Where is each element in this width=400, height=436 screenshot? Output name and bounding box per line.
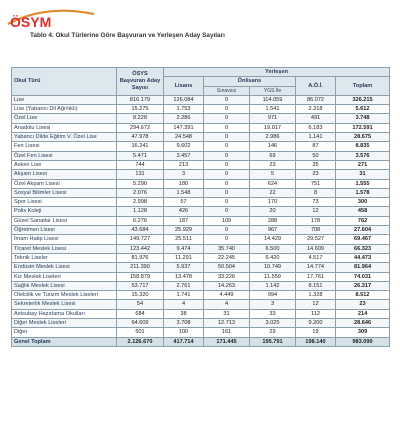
table-cell: 126.084 <box>164 95 204 104</box>
table-cell: 294.672 <box>117 123 164 132</box>
table-cell: 1.328 <box>296 291 336 300</box>
table-cell: 170 <box>250 198 296 207</box>
table-cell: 149.727 <box>117 235 164 244</box>
table-cell: 10.749 <box>250 263 296 272</box>
total-cell: 171.445 <box>204 337 250 346</box>
table-cell: 38 <box>164 309 204 318</box>
table-cell: 17.761 <box>296 272 336 281</box>
row-label: Sağlık Meslek Lisesi <box>12 281 117 290</box>
table-cell: 0 <box>204 226 250 235</box>
table-cell: 1.128 <box>117 207 164 216</box>
row-label: Astsubay Hazırlama Okulları <box>12 309 117 318</box>
table-cell: 114.059 <box>250 95 296 104</box>
table-cell: 16.241 <box>117 142 164 151</box>
table-cell: 29 <box>250 328 296 337</box>
table-cell: 1.142 <box>250 281 296 290</box>
row-label: Özel Fen Lisesi <box>12 151 117 160</box>
table-row <box>12 133 390 142</box>
table-cell: 684 <box>117 309 164 318</box>
header-basvuran: ÖSYS Başvuran Aday Sayısı <box>117 68 164 96</box>
row-label: Öğretmen Lisesi <box>12 226 117 235</box>
table-row <box>12 114 390 123</box>
table-cell: 69 <box>250 151 296 160</box>
table-cell: 0 <box>204 151 250 160</box>
table-cell: 971 <box>250 114 296 123</box>
table-cell: 0 <box>204 95 250 104</box>
table-cell: 131 <box>117 170 164 179</box>
table-cell: 15.320 <box>117 291 164 300</box>
table-cell: 112 <box>296 309 336 318</box>
row-label: Özel Akşam Lisesi <box>12 179 117 188</box>
table-cell: 816.179 <box>117 95 164 104</box>
table-cell: 14.263 <box>204 281 250 290</box>
header-ygs-ile: YGS İle <box>250 86 296 95</box>
table-cell: 73 <box>296 198 336 207</box>
table-cell: 180 <box>164 179 204 188</box>
table-row <box>12 207 390 216</box>
table-cell: 66.323 <box>336 244 390 253</box>
table-cell: 35.740 <box>204 244 250 253</box>
table-cell: 8 <box>296 188 336 197</box>
table-cell: 187 <box>164 216 204 225</box>
table-cell: 213 <box>164 160 204 169</box>
row-label: Fen Lisesi <box>12 142 117 151</box>
table-row <box>12 95 390 104</box>
table-cell: 2.286 <box>164 114 204 123</box>
table-cell: 5.612 <box>336 105 390 114</box>
table-cell: 87 <box>296 142 336 151</box>
table-cell: 9.200 <box>296 319 336 328</box>
header-aoi: A.Ö.İ. <box>296 77 336 96</box>
row-label: Endüstri Meslek Lisesi <box>12 263 117 272</box>
table-cell: 12 <box>296 207 336 216</box>
row-label: Sosyal Bilimler Lisesi <box>12 188 117 197</box>
table-cell: 0 <box>204 235 250 244</box>
row-label: Askeri Lise <box>12 160 117 169</box>
table-cell: 9.474 <box>164 244 204 253</box>
table-cell: 13.478 <box>164 272 204 281</box>
table-cell: 0 <box>204 133 250 142</box>
table-cell: 5.937 <box>164 263 204 272</box>
table-cell: 14.774 <box>296 263 336 272</box>
table-cell: 23 <box>296 170 336 179</box>
svg-text:ÖSYM: ÖSYM <box>10 14 52 30</box>
row-label: Özel Lise <box>12 114 117 123</box>
row-label: Kız Meslek Liseleri <box>12 272 117 281</box>
table-cell: 3.457 <box>164 151 204 160</box>
table-cell: 214 <box>336 309 390 318</box>
table-cell: 744 <box>117 160 164 169</box>
table-cell: 4 <box>164 300 204 309</box>
table-cell: 158.879 <box>117 272 164 281</box>
table-cell: 994 <box>250 291 296 300</box>
table-row <box>12 160 390 169</box>
table-cell: 8.835 <box>336 142 390 151</box>
table-row <box>12 179 390 188</box>
table-row <box>12 142 390 151</box>
table-cell: 3.748 <box>336 114 390 123</box>
table-cell: 14.609 <box>296 244 336 253</box>
table-cell: 100 <box>164 328 204 337</box>
table-cell: 1.578 <box>336 188 390 197</box>
table-cell: 19 <box>296 328 336 337</box>
table-cell: 326.215 <box>336 95 390 104</box>
table-cell: 47.978 <box>117 133 164 142</box>
table-cell: 501 <box>117 328 164 337</box>
table-cell: 458 <box>336 207 390 216</box>
table-cell: 81.964 <box>336 263 390 272</box>
table-cell: 146 <box>250 142 296 151</box>
header-lisans: Lisans <box>164 77 204 96</box>
row-label: Diğer Meslek Liseleri <box>12 319 117 328</box>
table-cell: 33.226 <box>204 272 250 281</box>
osym-logo-icon <box>6 4 96 30</box>
table-cell: 5.290 <box>117 179 164 188</box>
table-cell: 271 <box>336 160 390 169</box>
table-row <box>12 244 390 253</box>
table-cell: 6.183 <box>296 123 336 132</box>
total-cell: 198.140 <box>296 337 336 346</box>
table-cell: 74.031 <box>336 272 390 281</box>
total-cell: 983.090 <box>336 337 390 346</box>
table-cell: 123.442 <box>117 244 164 253</box>
table-cell: 3.025 <box>250 319 296 328</box>
table-cell: 8.228 <box>117 114 164 123</box>
table-cell: 0 <box>204 170 250 179</box>
table-cell: 708 <box>296 226 336 235</box>
table-cell: 50 <box>296 151 336 160</box>
table-cell: 2.076 <box>117 188 164 197</box>
table-cell: 0 <box>204 123 250 132</box>
table-cell: 0 <box>204 179 250 188</box>
table-cell: 300 <box>336 198 390 207</box>
table-row <box>12 263 390 272</box>
table-row <box>12 291 390 300</box>
table-cell: 3 <box>164 170 204 179</box>
table-cell: 15.275 <box>117 105 164 114</box>
table-cell: 23 <box>250 160 296 169</box>
table-cell: 109 <box>204 216 250 225</box>
table-cell: 147.391 <box>164 123 204 132</box>
table-cell: 172.591 <box>336 123 390 132</box>
table-cell: 0 <box>204 114 250 123</box>
row-label: Teknik Liseler <box>12 253 117 262</box>
table-cell: 751 <box>296 179 336 188</box>
table-row <box>12 272 390 281</box>
row-label: Ticaret Meslek Lisesi <box>12 244 117 253</box>
table-cell: 11.559 <box>250 272 296 281</box>
table-row <box>12 328 390 337</box>
table-cell: 25.929 <box>164 226 204 235</box>
table-cell: 2.318 <box>296 105 336 114</box>
table-cell: 288 <box>250 216 296 225</box>
table-cell: 1.141 <box>296 133 336 142</box>
table-cell: 4.517 <box>296 253 336 262</box>
table-row <box>12 319 390 328</box>
row-label: İmam Hatip Lisesi <box>12 235 117 244</box>
table-cell: 26.317 <box>336 281 390 290</box>
row-label: Spor Lisesi <box>12 198 117 207</box>
table-row <box>12 281 390 290</box>
table-cell: 22.245 <box>204 253 250 262</box>
row-label: Sekreterlik Meslek Lisesi <box>12 300 117 309</box>
table-cell: 86.072 <box>296 95 336 104</box>
table-cell: 69.467 <box>336 235 390 244</box>
table-row <box>12 170 390 179</box>
table-cell: 25.511 <box>164 235 204 244</box>
table-cell: 31 <box>204 309 250 318</box>
table-cell: 0 <box>204 160 250 169</box>
table-cell: 81.976 <box>117 253 164 262</box>
table-cell: 14.429 <box>250 235 296 244</box>
table-row <box>12 253 390 262</box>
row-label: Lise (Yabancı Dil Ağırlıklı) <box>12 105 117 114</box>
table-cell: 12 <box>296 300 336 309</box>
table-cell: 50.504 <box>204 263 250 272</box>
table-cell: 23 <box>336 300 390 309</box>
table-cell: 5.471 <box>117 151 164 160</box>
table-cell: 64.609 <box>117 319 164 328</box>
table-cell: 211.390 <box>117 263 164 272</box>
table-cell: 28.675 <box>336 133 390 142</box>
total-cell: 417.714 <box>164 337 204 346</box>
table-cell: 22 <box>250 188 296 197</box>
table-cell: 28.646 <box>336 319 390 328</box>
table-cell: 11.291 <box>164 253 204 262</box>
header-toplam: Toplam <box>336 77 390 96</box>
table-cell: 4 <box>204 300 250 309</box>
table-cell: 0 <box>204 105 250 114</box>
table-cell: 0 <box>204 142 250 151</box>
table-row <box>12 216 390 225</box>
table-row-total <box>12 337 390 346</box>
table-cell: 0 <box>204 188 250 197</box>
total-cell: 2.126.670 <box>117 337 164 346</box>
table-cell: 178 <box>296 216 336 225</box>
table-row <box>12 309 390 318</box>
row-label: Anadolu Lisesi <box>12 123 117 132</box>
total-label: Genel Toplam <box>12 337 117 346</box>
table-cell: 967 <box>250 226 296 235</box>
table-cell: 33 <box>250 309 296 318</box>
table-cell: 762 <box>336 216 390 225</box>
table-cell: 29.527 <box>296 235 336 244</box>
applicants-table <box>11 67 390 347</box>
table-cell: 35 <box>296 160 336 169</box>
table-row <box>12 123 390 132</box>
table-cell: 1.541 <box>250 105 296 114</box>
table-cell: 19.017 <box>250 123 296 132</box>
table-cell: 9.602 <box>164 142 204 151</box>
row-label: Akşam Lisesi <box>12 170 117 179</box>
table-cell: 57 <box>164 198 204 207</box>
table-cell: 309 <box>336 328 390 337</box>
table-cell: 1.741 <box>164 291 204 300</box>
table-cell: 53.717 <box>117 281 164 290</box>
table-cell: 1.753 <box>164 105 204 114</box>
table-row <box>12 198 390 207</box>
total-cell: 195.791 <box>250 337 296 346</box>
table-cell: 6.500 <box>250 244 296 253</box>
osym-logo <box>6 4 96 30</box>
row-label: Polis Koleji <box>12 207 117 216</box>
table-cell: 6.276 <box>117 216 164 225</box>
table-cell: 3.576 <box>336 151 390 160</box>
table-body <box>12 95 390 337</box>
table-cell: 2.761 <box>164 281 204 290</box>
row-label: Lise <box>12 95 117 104</box>
header-sinavsiz: Sınavsız <box>204 86 250 95</box>
row-label: Diğer <box>12 328 117 337</box>
table-cell: 624 <box>250 179 296 188</box>
table-cell: 4.449 <box>204 291 250 300</box>
table-cell: 44.473 <box>336 253 390 262</box>
table-cell: 12.713 <box>204 319 250 328</box>
table-row <box>12 105 390 114</box>
row-label: Güzel Sanatlar Lisesi <box>12 216 117 225</box>
table-cell: 24.548 <box>164 133 204 142</box>
header-yerlesen: Yerleşen <box>164 68 390 77</box>
table-cell: 8.512 <box>336 291 390 300</box>
table-cell: 8.151 <box>296 281 336 290</box>
row-label: Otelcilik ve Turizm Meslek Liseleri <box>12 291 117 300</box>
table-cell: 20 <box>250 207 296 216</box>
table-cell: 3.708 <box>164 319 204 328</box>
table-cell: 54 <box>117 300 164 309</box>
table-cell: 1.555 <box>336 179 390 188</box>
header-onlisans: Önlisans <box>204 77 296 86</box>
table-cell: 43.684 <box>117 226 164 235</box>
table-caption: Tablo 4. Okul Türlerine Göre Başvuran ve Yerleşen Aday Sayıları <box>30 32 225 39</box>
table-cell: 426 <box>164 207 204 216</box>
table-cell: 5 <box>250 170 296 179</box>
table-cell: 161 <box>204 328 250 337</box>
table-cell: 3 <box>250 300 296 309</box>
table-row <box>12 235 390 244</box>
table-cell: 0 <box>204 198 250 207</box>
table-row <box>12 226 390 235</box>
table-cell: 6.420 <box>250 253 296 262</box>
table-cell: 491 <box>296 114 336 123</box>
table-cell: 1.548 <box>164 188 204 197</box>
table-cell: 2.986 <box>250 133 296 142</box>
table-cell: 0 <box>204 207 250 216</box>
header-okul-turu: Okul Türü <box>12 68 117 96</box>
table-cell: 27.604 <box>336 226 390 235</box>
table-row <box>12 300 390 309</box>
row-label: Yabancı Dilde Eğitim V. Özel Lise <box>12 133 117 142</box>
table-row <box>12 151 390 160</box>
table-row <box>12 188 390 197</box>
table-cell: 2.998 <box>117 198 164 207</box>
table-cell: 31 <box>336 170 390 179</box>
